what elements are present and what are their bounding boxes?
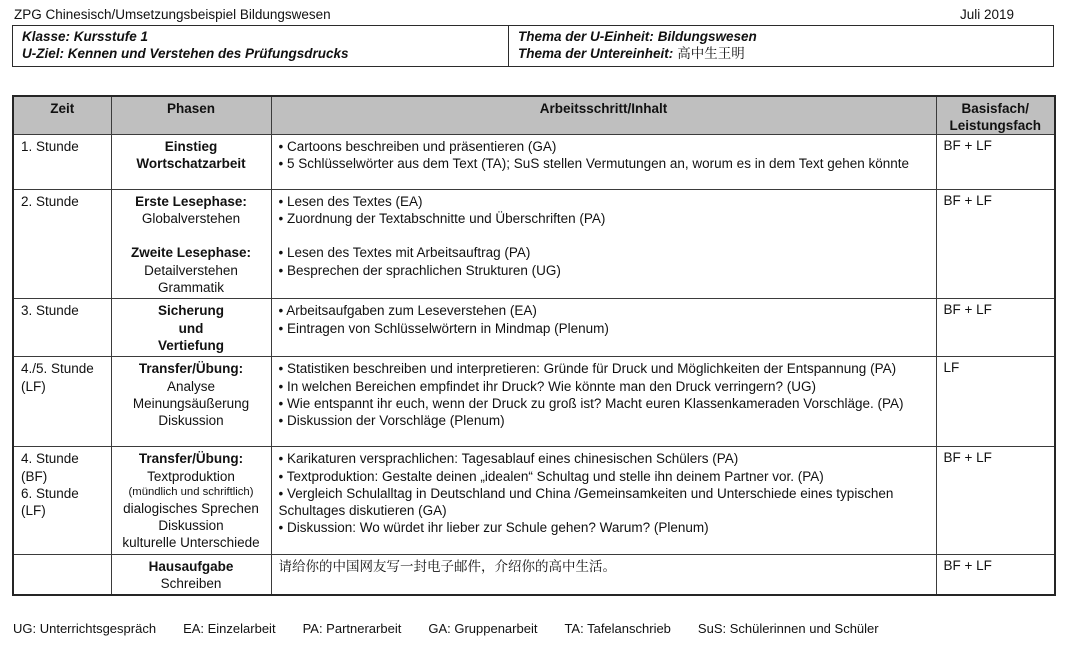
doc-title: ZPG Chinesisch/Umsetzungsbeispiel Bildungswesen xyxy=(14,7,331,22)
legend-item: TA: Tafelanschrieb xyxy=(564,621,671,637)
cell-phasen: Hausaufgabe Schreiben xyxy=(111,554,271,595)
cell-inhalt: • Karikaturen versprachlichen: Tagesablauf eines chinesischen Schülers (PA) • Textproduktion: Gestalte deinen „idealen“ Schultag und stelle ihn deinem Partner vor. (PA) • Vergleich Schulalltag in Deutschland und China /Gemeinsamkeiten und Unterschiede eines typischen Schultages diskutieren (GA) • Diskussion: Wo würdet ihr lieber zur Schule gehen? Warum? (Plenum) xyxy=(271,447,936,554)
cell-zeit: 4./5. Stunde (LF) xyxy=(13,357,111,447)
cell-phasen: Transfer/Übung: Textproduktion (mündlich und schriftlich) dialogisches Sprechen Diskussion kulturelle Unterschiede xyxy=(111,447,271,554)
table-row xyxy=(13,134,1055,189)
col-header-phasen: Phasen xyxy=(111,96,271,135)
cell-inhalt: • Statistiken beschreiben und interpretieren: Gründe für Druck und Möglichkeiten der Entspannung (PA) • In welchen Bereichen empfindet ihr Druck? Wie könnte man den Druck verringern? (UG) • Wie entspannt ihr euch, wenn der Druck zu groß ist? Macht euren Klassenkameraden Vorschläge. (PA) • Diskussion der Vorschläge (Plenum) xyxy=(271,357,936,447)
lesson-plan-table xyxy=(12,95,1056,597)
col-header-zeit: Zeit xyxy=(13,96,111,135)
table-header-row xyxy=(13,96,1055,135)
cell-zeit xyxy=(13,554,111,595)
document-header xyxy=(0,0,1066,23)
cell-zeit: 1. Stunde xyxy=(13,134,111,189)
cell-inhalt: 请给你的中国网友写一封电子邮件，介绍你的高中生活。 xyxy=(271,554,936,595)
info-box-right xyxy=(509,26,1053,66)
cell-phasen: Transfer/Übung: Analyse Meinungsäußerung Diskussion xyxy=(111,357,271,447)
cell-inhalt: • Lesen des Textes (EA) • Zuordnung der Textabschnitte und Überschriften (PA) • Lesen des Textes mit Arbeitsauftrag (PA) • Besprechen der sprachlichen Strukturen (UG) xyxy=(271,189,936,299)
cell-inhalt: • Arbeitsaufgaben zum Leseverstehen (EA) • Eintragen von Schlüsselwörtern in Mindmap (Plenum) xyxy=(271,299,936,357)
col-header-inhalt: Arbeitsschritt/Inhalt xyxy=(271,96,936,135)
legend-item: PA: Partnerarbeit xyxy=(302,621,402,637)
doc-date: Juli 2019 xyxy=(959,7,1014,22)
cell-fach: BF + LF xyxy=(936,447,1055,554)
table-row xyxy=(13,357,1055,447)
table-row xyxy=(13,189,1055,299)
legend-item: EA: Einzelarbeit xyxy=(183,621,276,637)
cell-fach: BF + LF xyxy=(936,134,1055,189)
cell-fach: BF + LF xyxy=(936,189,1055,299)
table-row xyxy=(13,554,1055,595)
lesson-info-box xyxy=(12,25,1054,67)
cell-phasen: Sicherung und Vertiefung xyxy=(111,299,271,357)
col-header-fach: Basisfach/ Leistungsfach xyxy=(936,96,1055,135)
legend-item: UG: Unterrichtsgespräch xyxy=(13,621,157,637)
cell-phasen: Einstieg Wortschatzarbeit xyxy=(111,134,271,189)
info-thema-untereinheit: Thema der Untereinheit: 高中生王明 xyxy=(518,46,745,62)
cell-phasen: Erste Lesephase: Globalverstehen Zweite Lesephase: Detailverstehen Grammatik xyxy=(111,189,271,299)
cell-zeit: 2. Stunde xyxy=(13,189,111,299)
info-uziel: U-Ziel: Kennen und Verstehen des Prüfungsdrucks xyxy=(22,46,349,62)
table-row xyxy=(13,447,1055,554)
abbreviation-legend xyxy=(13,621,1066,636)
cell-zeit: 3. Stunde xyxy=(13,299,111,357)
cell-fach: LF xyxy=(936,357,1055,447)
legend-item: SuS: Schülerinnen und Schüler xyxy=(697,621,879,637)
cell-inhalt: • Cartoons beschreiben und präsentieren (GA) • 5 Schlüsselwörter aus dem Text (TA); SuS stellen Vermutungen an, worum es in dem Text gehen könnte xyxy=(271,134,936,189)
info-thema-einheit: Thema der U-Einheit: Bildungswesen xyxy=(518,29,757,44)
legend-item: GA: Gruppenarbeit xyxy=(428,621,538,637)
table-row xyxy=(13,299,1055,357)
info-box-left xyxy=(13,26,509,66)
cell-fach: BF + LF xyxy=(936,299,1055,357)
cell-fach: BF + LF xyxy=(936,554,1055,595)
info-klasse: Klasse: Kursstufe 1 xyxy=(22,29,149,44)
cell-zeit: 4. Stunde (BF) 6. Stunde (LF) xyxy=(13,447,111,554)
